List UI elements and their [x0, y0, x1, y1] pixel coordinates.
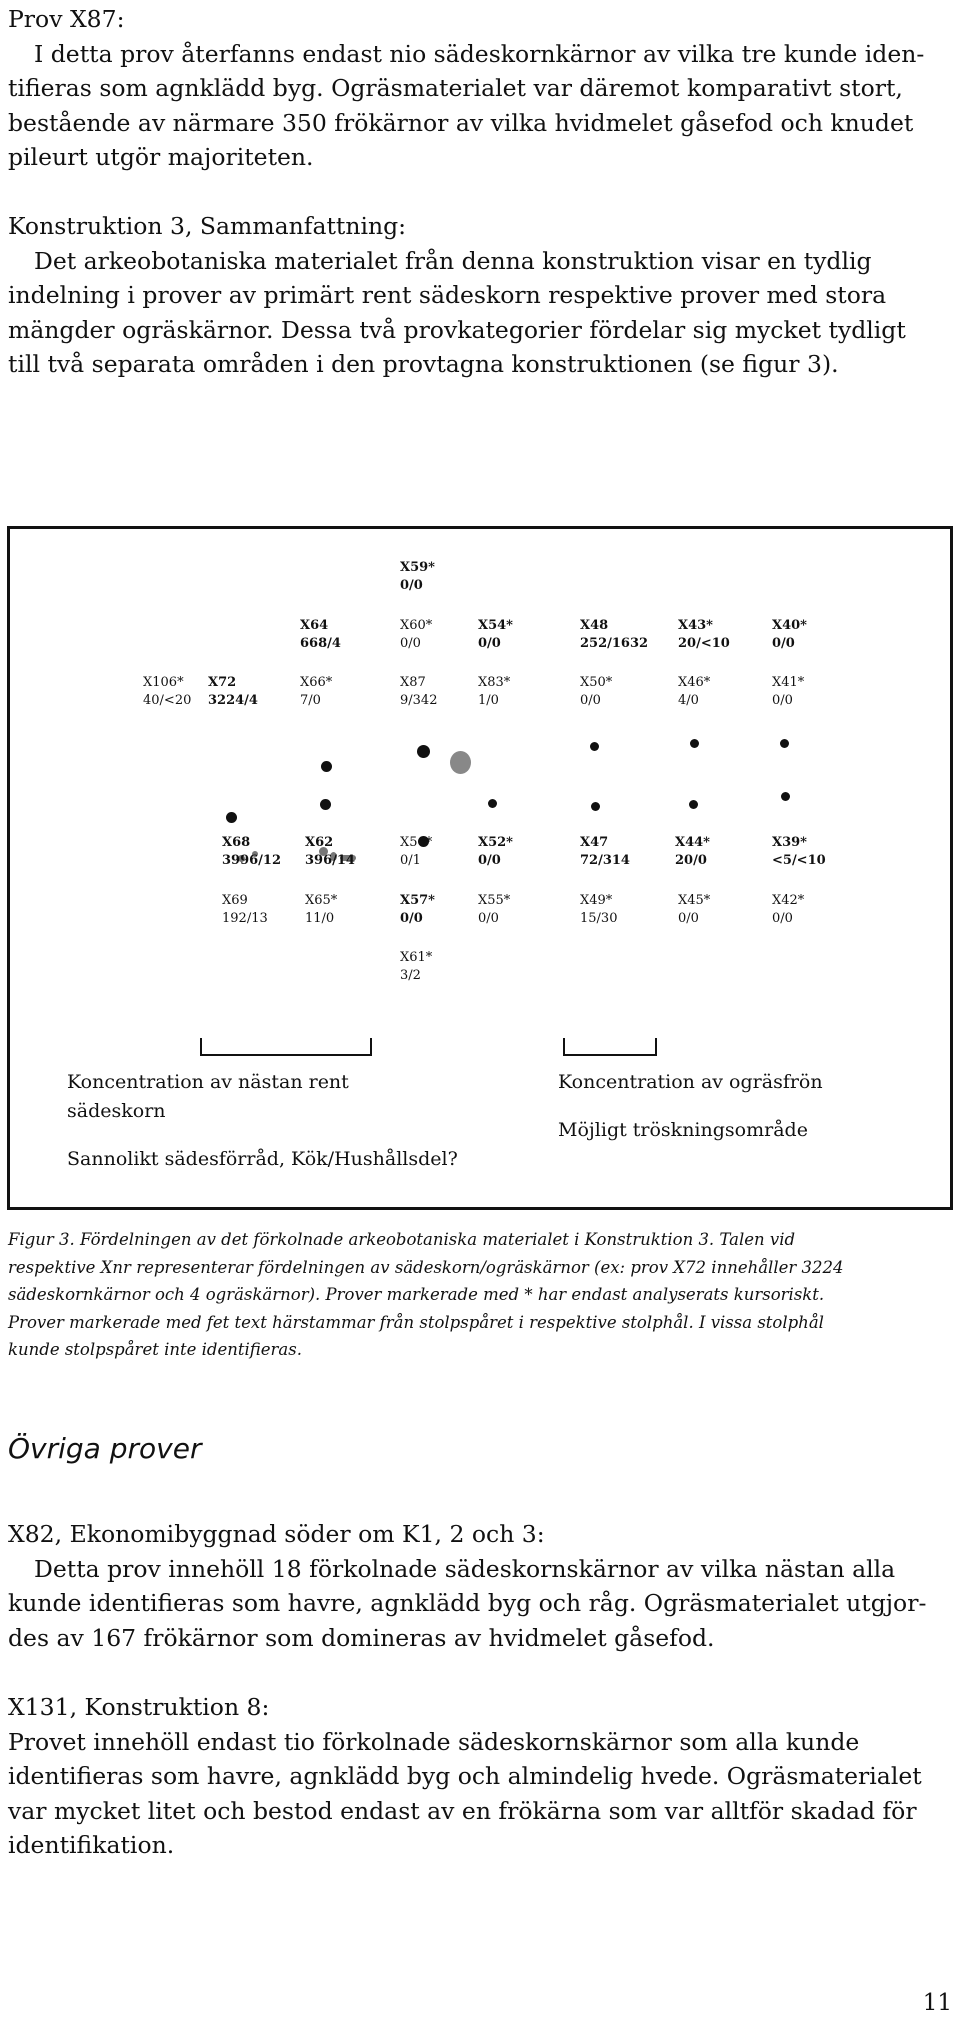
- sample-label-x46: X46* 4/0: [678, 675, 711, 708]
- annotation-line: Koncentration av nästan rent: [67, 1071, 349, 1093]
- text-line: Provet innehöll endast tio förkolnade sädeskornskärnor som alla kunde: [8, 1727, 860, 1756]
- sample-label-x42: X42* 0/0: [772, 893, 805, 926]
- caption-line: sädeskornkärnor och 4 ogräskärnor). Prover markerade med * har endast analyserats kursoriskt.: [8, 1285, 825, 1304]
- paragraph-konstruktion-3: [8, 209, 958, 382]
- annotation-line: Möjligt tröskningsområde: [558, 1119, 808, 1141]
- sample-label-x45: X45* 0/0: [678, 893, 711, 926]
- text-line: bestående av närmare 350 frökärnor av vilka hvidmelet gåsefod och knudet: [8, 108, 914, 137]
- text-line: kunde identifieras som havre, agnklädd byg och råg. Ogräsmaterialet utgjor-: [8, 1589, 927, 1617]
- posthole-dot: [780, 739, 789, 748]
- paragraph-title: X82, Ekonomibyggnad söder om K1, 2 och 3:: [8, 1520, 545, 1548]
- text-line: till två separata områden i den provtagna konstruktionen (se figur 3).: [8, 350, 839, 378]
- posthole-dot: [417, 745, 430, 758]
- sample-label-x57: X57* 0/0: [400, 893, 435, 926]
- figure-3-sample-distribution: [7, 526, 953, 1210]
- section-heading: Övriga prover: [8, 1432, 202, 1465]
- sample-label-x50: X50* 0/0: [580, 675, 613, 708]
- annotation-line: Sannolikt sädesförråd, Kök/Hushållsdel?: [67, 1148, 458, 1170]
- sample-label-x60: X60* 0/0: [400, 618, 433, 651]
- annotation-line: Koncentration av ogräsfrön: [558, 1071, 823, 1093]
- annotation-right: [558, 1068, 823, 1145]
- sample-label-x106: X106* 40/<20: [143, 675, 192, 708]
- sample-label-x43: X43* 20/<10: [678, 618, 730, 651]
- caption-line: kunde stolpspåret inte identifieras.: [8, 1340, 302, 1359]
- annotation-left: [67, 1068, 458, 1174]
- caption-line: respektive Xnr representerar fördelningen av sädeskorn/ogräskärnor (ex: prov X72 innehåller 3224: [8, 1257, 844, 1277]
- sample-label-x69: X69 192/13: [222, 893, 268, 926]
- text-line: tifieras som agnklädd byg. Ogräsmaterialet var däremot komparativt stort,: [8, 74, 903, 102]
- paragraph-title: Konstruktion 3, Sammanfattning:: [8, 212, 407, 240]
- sample-label-x54: X54* 0/0: [478, 618, 513, 651]
- text-line: Detta prov innehöll 18 förkolnade sädeskornskärnor av vilka nästan alla: [34, 1554, 896, 1583]
- sample-label-x40: X40* 0/0: [772, 618, 807, 651]
- sample-label-x68: X68 3996/12: [222, 835, 282, 868]
- posthole-dot: [321, 761, 332, 772]
- paragraph-x131: [8, 1690, 958, 1863]
- sample-label-x44: X44* 20/0: [675, 835, 710, 868]
- paragraph-title: Prov X87:: [8, 5, 125, 33]
- text-line: identifikation.: [8, 1831, 175, 1859]
- bracket-right: [563, 1038, 657, 1056]
- page-number: 11: [922, 1990, 952, 2016]
- posthole-dot: [488, 799, 497, 808]
- sample-label-x55: X55* 0/0: [478, 893, 511, 926]
- sample-label-x52: X52* 0/0: [478, 835, 513, 868]
- posthole-dot: [591, 802, 600, 811]
- caption-line: Figur 3. Fördelningen av det förkolnade arkeobotaniska materialet i Konstruktion 3. Talen vid: [8, 1230, 796, 1249]
- paragraph-prov-x87: [8, 2, 958, 175]
- sample-label-x49: X49* 15/30: [580, 893, 618, 926]
- sample-label-x65: X65* 11/0: [305, 893, 338, 926]
- posthole-dot: [781, 792, 790, 801]
- sample-label-x41: X41* 0/0: [772, 675, 805, 708]
- text-line: pileurt utgör majoriteten.: [8, 143, 314, 171]
- text-line: identifieras som havre, agnklädd byg och almindelig hvede. Ogräsmaterialet: [8, 1762, 922, 1790]
- annotation-line: sädeskorn: [67, 1100, 166, 1122]
- figure-caption: [8, 1226, 958, 1364]
- sample-label-x47: X47 72/314: [580, 835, 630, 868]
- sample-label-x83: X83* 1/0: [478, 675, 511, 708]
- sample-label-x66: X66* 7/0: [300, 675, 333, 708]
- sample-label-x62: X62 396/14: [305, 835, 355, 868]
- posthole-dot: [690, 739, 699, 748]
- posthole-dot: [590, 742, 599, 751]
- bracket-left: [200, 1038, 372, 1056]
- text-line: indelning i prover av primärt rent sädeskorn respektive prover med stora: [8, 281, 887, 309]
- text-line: des av 167 frökärnor som domineras av hvidmelet gåsefod.: [8, 1623, 715, 1652]
- sample-label-x48: X48 252/1632: [580, 618, 649, 651]
- sample-label-x39: X39* <5/<10: [772, 835, 826, 868]
- text-line: var mycket litet och bestod endast av en frökärna som var alltför skadad för: [8, 1796, 917, 1825]
- sample-label-x56: X56* 0/1: [400, 835, 433, 868]
- sample-label-x87: X87 9/342: [400, 675, 438, 708]
- sample-label-x72: X72 3224/4: [208, 675, 258, 708]
- posthole-dot: [226, 812, 237, 823]
- paragraph-title: X131, Konstruktion 8:: [8, 1693, 270, 1721]
- posthole-dot: [320, 799, 331, 810]
- posthole-dot-large: [450, 751, 471, 774]
- sample-label-x64: X64 668/4: [300, 618, 341, 651]
- text-line: Det arkeobotaniska materialet från denna konstruktion visar en tydlig: [34, 246, 872, 275]
- paragraph-x82: [8, 1517, 958, 1655]
- text-line: I detta prov återfanns endast nio sädeskornkärnor av vilka tre kunde iden-: [34, 39, 925, 68]
- caption-line: Prover markerade med fet text härstammar från stolpspåret i respektive stolphål. I vissa stolphål: [8, 1312, 824, 1332]
- posthole-dot: [689, 800, 698, 809]
- text-line: mängder ogräskärnor. Dessa två provkategorier fördelar sig mycket tydligt: [8, 315, 906, 344]
- sample-label-x61: X61* 3/2: [400, 950, 433, 983]
- sample-label-x59: X59* 0/0: [400, 560, 435, 593]
